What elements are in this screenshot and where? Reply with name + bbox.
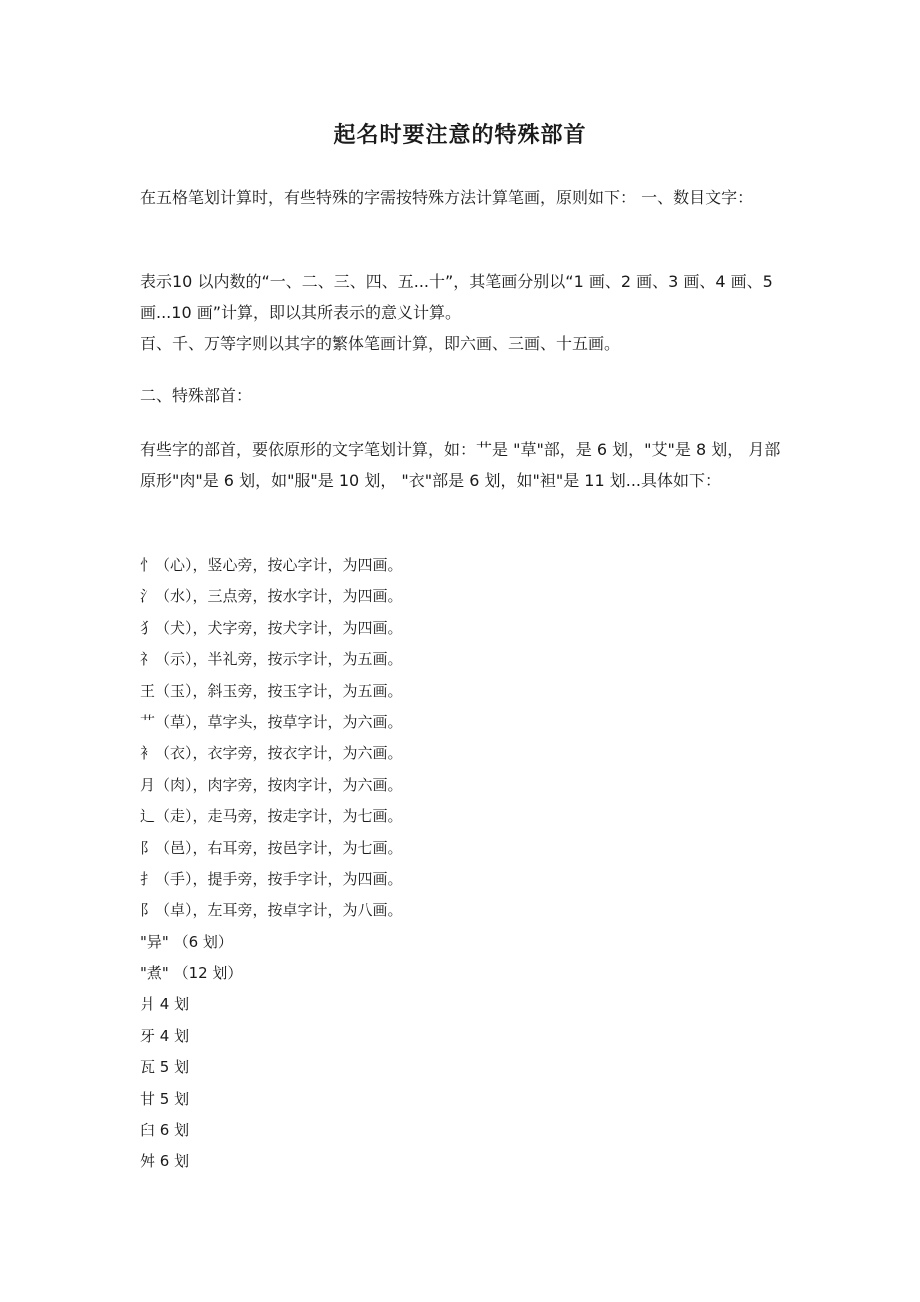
list-item: 扌（手），提手旁，按手字计，为四画。 xyxy=(140,869,403,888)
list-item: 爿 4 划 xyxy=(140,995,190,1014)
list-item: 辶（走），走马旁，按走字计，为七画。 xyxy=(140,807,403,826)
list-item: 氵（水），三点旁，按水字计，为四画。 xyxy=(140,587,403,606)
list-item: "异" （6 划） xyxy=(140,932,233,951)
list-item: "煮" （12 划） xyxy=(140,964,243,983)
section2-intro-paragraph: 有些字的部首，要依原形的文字笔划计算，如：艹是 "草"部，是 6 划，"艾"是 8 划， 月部原形"肉"是 6 划，如"服"是 10 划， "衣"部是 6 划，如"袒"是 11 划...具体如下： xyxy=(140,440,781,490)
list-item: 忄（心），竖心旁，按心字计，为四画。 xyxy=(140,556,403,574)
document-title: 起名时要注意的特殊部首 xyxy=(333,123,587,148)
list-item: 犭（犬），犬字旁，按犬字计，为四画。 xyxy=(140,618,403,637)
list-item: 瓦 5 划 xyxy=(140,1058,190,1077)
numbers-paragraph: 表示10 以内数的“一、二、三、四、五...十”，其笔画分别以“1 画、2 画、3 画、4 画、5 画...10 画”计算，即以其所表示的意义计算。 百、千、万等字则以其字的繁体笔画计算，即六画、三画、十五画。 xyxy=(140,272,773,353)
list-item: 牙 4 划 xyxy=(140,1026,190,1045)
intro-paragraph: 在五格笔划计算时，有些特殊的字需按特殊方法计算笔画，原则如下： 一、数目文字： xyxy=(140,188,754,207)
list-item: 月（肉），肉字旁，按肉字计，为六画。 xyxy=(140,775,403,794)
section2-heading: 二、特殊部首： xyxy=(140,386,253,405)
list-item: 阝（卓），左耳旁，按卓字计，为八画。 xyxy=(140,901,403,920)
radical-list xyxy=(140,550,780,1178)
list-item: 王（玉），斜玉旁，按玉字计，为五画。 xyxy=(140,681,403,700)
list-item: 舛 6 划 xyxy=(140,1152,190,1171)
list-item: 甘 5 划 xyxy=(140,1089,190,1108)
list-item: 衤（衣），衣字旁，按衣字计，为六画。 xyxy=(140,744,403,763)
list-item: 艹（草），草字头，按草字计，为六画。 xyxy=(140,712,403,731)
list-item: 礻（示），半礼旁，按示字计，为五画。 xyxy=(140,650,403,669)
list-item: 阝（邑），右耳旁，按邑字计，为七画。 xyxy=(140,838,403,857)
list-item: 臼 6 划 xyxy=(140,1121,190,1140)
